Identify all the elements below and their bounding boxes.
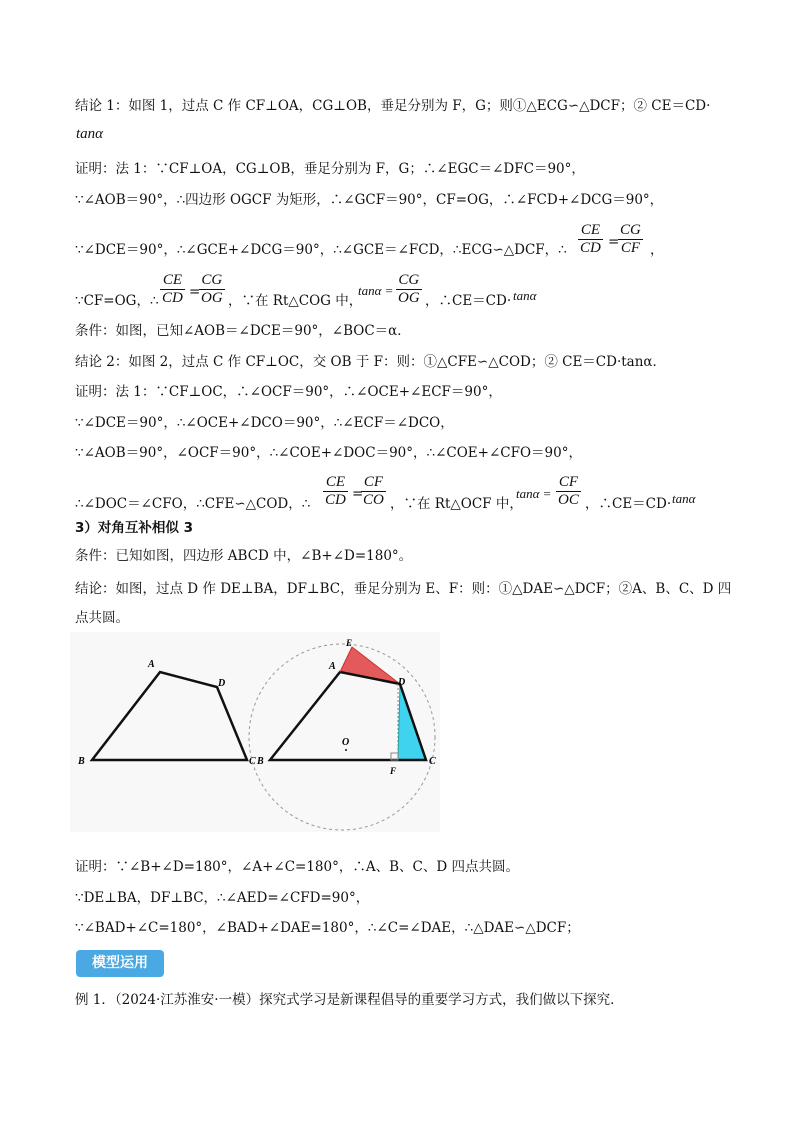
proof-1-line-4b: ，∵在 Rt△COG 中，: [228, 293, 363, 309]
label-b-left: B: [78, 756, 85, 767]
label-f: F: [390, 766, 397, 776]
proof-1-line-1: 证明：法 1：∵CF⊥OA，CG⊥OB，垂足分别为 F，G；∴∠EGC＝∠DFC＝90°，: [75, 161, 585, 177]
label-e: E: [346, 638, 353, 648]
center-dot: [345, 749, 347, 751]
conclusion-3-cont: 点共圆。: [75, 610, 129, 626]
tan-equals-2: tanα =: [516, 486, 552, 501]
proof-3-line-3: ∵∠BAD+∠C=180°，∠BAD+∠DAE=180°，∴∠C=∠DAE，∴△DAE∽△DCF；: [75, 920, 580, 936]
figure-quadrilateral: [70, 632, 440, 832]
tan-alpha-1: tanα: [513, 288, 537, 303]
conclusion-1: 结论 1：如图 1，过点 C 作 CF⊥OA，CG⊥OB，垂足分别为 F，G；则①△ECG∽△DCF；② CE＝CD·: [75, 98, 711, 114]
label-o: O: [342, 737, 350, 748]
conclusion-3: 结论：如图，过点 D 作 DE⊥BA，DF⊥BC，垂足分别为 E、F：则：①△DAE∽△DCF；②A、B、C、D 四: [75, 581, 732, 597]
label-b-right: B: [257, 756, 264, 767]
condition-3: 条件：已知如图，四边形 ABCD 中，∠B+∠D=180°。: [75, 548, 413, 564]
fraction-ce-cd-2: $\frac{CE}{CD}$: [162, 272, 183, 306]
proof-3-line-1: 证明：∵∠B+∠D=180°，∠A+∠C=180°，∴A、B、C、D 四点共圆。: [75, 859, 519, 875]
conclusion-1-tan: tanα: [76, 126, 104, 142]
proof-1-line-4a: ∵CF=OG，∴: [75, 293, 159, 309]
proof-2-line-1: 证明：法 1：∵CF⊥OC，∴∠OCF＝90°，∴∠OCE+∠ECF＝90°，: [75, 384, 502, 400]
label-a-left: A: [148, 659, 155, 670]
equals-sign: =: [189, 284, 201, 300]
label-c-left: C: [249, 756, 256, 767]
proof-3-line-2: ∵DE⊥BA，DF⊥BC，∴∠AED=∠CFD=90°，: [75, 890, 370, 906]
fraction-cf-oc: $\frac{CF}{OC}$: [558, 474, 579, 508]
fraction-ce-cd-3: $\frac{CE}{CD}$: [325, 474, 346, 508]
proof-1-line-4c: ，∴CE＝CD·: [425, 293, 512, 309]
label-c-right: C: [429, 756, 436, 767]
fraction-cf-co: $\frac{CF}{CO}$: [363, 474, 384, 508]
fraction-cg-og-2: $\frac{CG}{OG}$: [398, 272, 420, 306]
proof-1-line-3: ∵∠DCE＝90°，∴∠GCE+∠DCG＝90°，∴∠GCE＝∠FCD，∴ECG∽△DCF，∴: [75, 242, 567, 258]
fraction-cg-cf: $\frac{CG}{CF}$: [620, 222, 641, 256]
label-d-left: D: [218, 678, 226, 689]
equals-sign: =: [608, 234, 620, 250]
fraction-cg-og-1: $\frac{CG}{OG}$: [201, 272, 223, 306]
label-a-right: A: [329, 661, 336, 672]
model-application-badge: 模型运用: [76, 950, 164, 977]
proof-2-line-4b: ，∵在 Rt△OCF 中，: [390, 496, 523, 512]
conclusion-2: 结论 2：如图 2，过点 C 作 CF⊥OC，交 OB 于 F：则：①△CFE∽△COD；② CE＝CD·tanα．: [75, 354, 667, 370]
equals-sign: =: [352, 486, 364, 502]
example-1: 例 1．（2024·江苏淮安·一模）探究式学习是新课程倡导的重要学习方式，我们做以下探究．: [75, 992, 624, 1008]
proof-2-line-3: ∵∠AOB＝90°，∠OCF＝90°，∴∠COE+∠DOC＝90°，∴∠COE+∠CFO＝90°，: [75, 445, 582, 461]
proof-1-line-2: ∵∠AOB＝90°，∴四边形 OGCF 为矩形，∴∠GCF＝90°，CF=OG，∴∠FCD+∠DCG＝90°，: [75, 192, 664, 208]
label-d-right: D: [398, 677, 406, 688]
tan-equals-1: tanα =: [358, 283, 394, 298]
figure-background: [70, 632, 440, 832]
proof-2-line-4a: ∴∠DOC＝∠CFO，∴CFE∽△COD，∴: [75, 496, 311, 512]
condition-2: 条件：如图，已知∠AOB＝∠DCE＝90°，∠BOC＝α．: [75, 323, 411, 339]
fraction-ce-cd-1: $\frac{CE}{CD}$: [580, 222, 601, 256]
proof-2-line-2: ∵∠DCE＝90°，∴∠OCE+∠DCO＝90°，∴∠ECF＝∠DCO，: [75, 415, 454, 431]
comma: ，: [650, 242, 664, 258]
section-heading-3: 3）对角互补相似 3: [75, 520, 193, 536]
proof-2-line-4c: ，∴CE＝CD·: [585, 496, 672, 512]
tan-alpha-2: tanα: [672, 491, 696, 506]
